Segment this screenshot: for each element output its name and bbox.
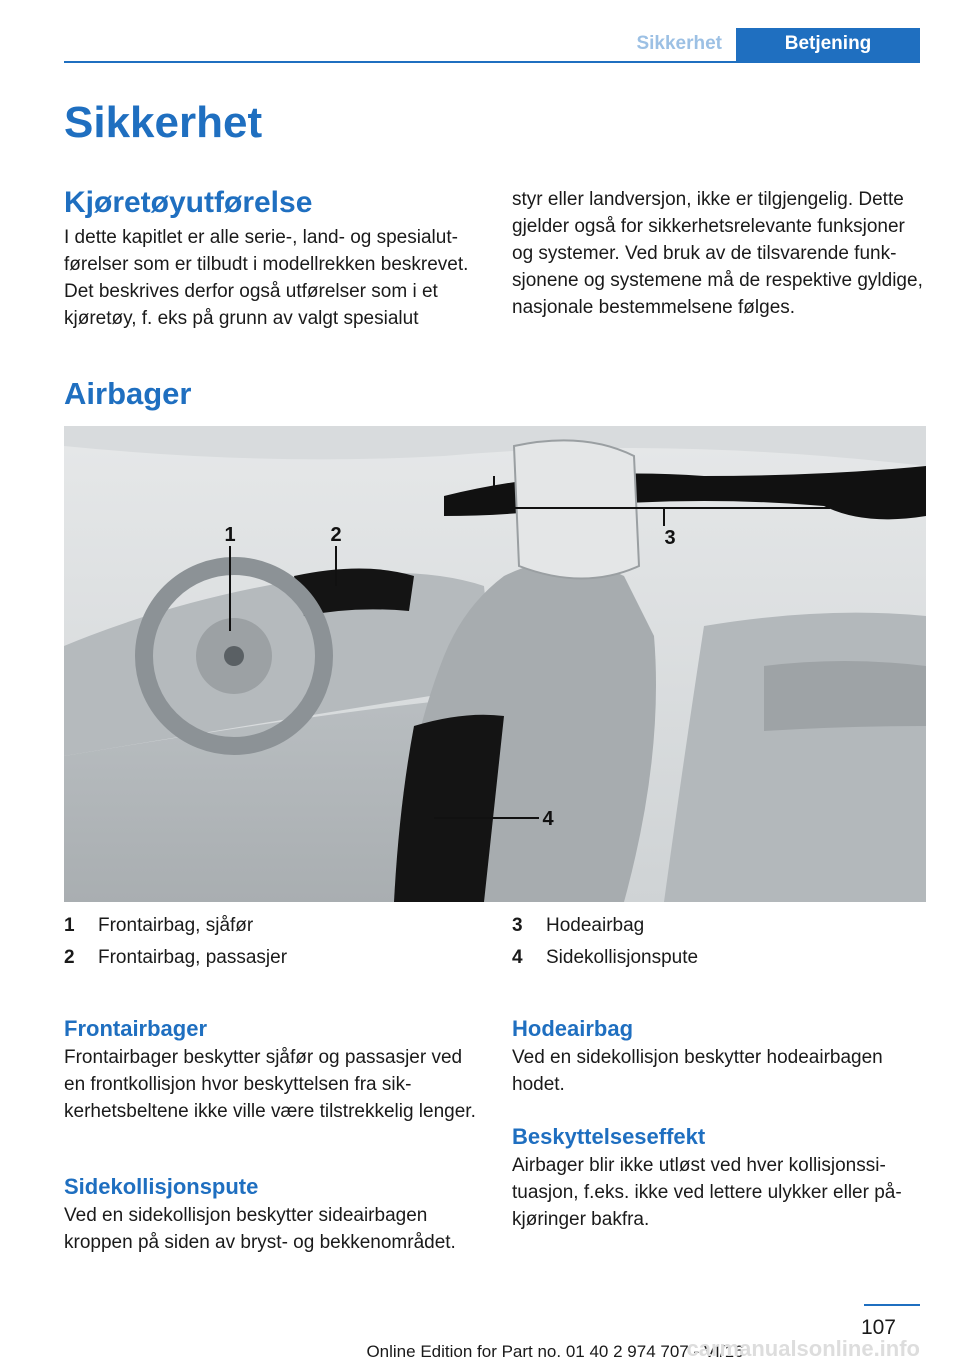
- callout-2: 2: [330, 524, 342, 546]
- side-airbag-section: [64, 1174, 478, 1256]
- front-airbags-section: [64, 1016, 478, 1125]
- front-airbags-heading: Frontairbager: [64, 1016, 208, 1041]
- vehicle-design-text-right: styr eller landversjon, ikke er tilgjengelig. Dette gjelder også for sikkerhetsrelevante funksjoner og systemer. Ved bruk av de tilsvarende funksjonene og systemene må de respektive gyldige, nasjonale bestemmelsene følges.: [512, 189, 923, 318]
- side-airbag-text: Ved en sidekollisjon beskytter sideairbagen kroppen på siden av bryst- og bekkenområdet.: [64, 1205, 456, 1253]
- vehicle-design-text-left: I dette kapitlet er alle serie-, land- og spesialutførelser som er tilbudt i modellrekken beskrevet. Det beskrives derfor også utførelser som i et kjøretøy, f. eks på grunn av valgt spesialut: [64, 227, 469, 329]
- airbags-heading: Airbager: [64, 376, 192, 411]
- page-header: [0, 28, 960, 62]
- legend-number: 1: [64, 915, 75, 936]
- legend-number: 3: [512, 915, 523, 936]
- page-number: 107: [860, 1316, 896, 1339]
- protective-effect-section: [512, 1124, 926, 1233]
- legend-label: Sidekollisjonspute: [546, 947, 699, 968]
- legend-item-4: [512, 946, 912, 970]
- callout-1: 1: [224, 524, 236, 546]
- car-interior-drawing: [64, 426, 926, 902]
- legend-label: Frontairbag, sjåfør: [98, 915, 254, 936]
- header-divider: [64, 61, 920, 63]
- page-title: Sikkerhet: [64, 98, 263, 147]
- legend-number: 2: [64, 947, 75, 968]
- vehicle-design-left: [64, 186, 478, 332]
- callout-3: 3: [664, 527, 676, 549]
- head-airbag-section: [512, 1016, 926, 1098]
- legend-item-1: [64, 914, 464, 938]
- header-tab-operation[interactable]: Betjening: [736, 28, 920, 62]
- legend-item-3: [512, 914, 912, 938]
- legend-label: Hodeairbag: [546, 915, 645, 936]
- legend-item-2: [64, 946, 464, 970]
- legend-label: Frontairbag, passasjer: [98, 947, 288, 968]
- footer-edition: Online Edition for Part no. 01 40 2 974 707 - VI/16: [366, 1342, 744, 1361]
- vehicle-design-right: [512, 186, 926, 321]
- footer-divider: [864, 1304, 920, 1306]
- head-airbag-heading: Hodeairbag: [512, 1016, 634, 1041]
- header-tab-safety[interactable]: Sikkerhet: [636, 33, 722, 54]
- protective-effect-heading: Beskyttelseseffekt: [512, 1124, 706, 1149]
- legend-number: 4: [512, 947, 523, 968]
- airbag-illustration: [64, 426, 926, 902]
- head-airbag-text: Ved en sidekollisjon beskytter hodeairbagen hodet.: [512, 1047, 883, 1095]
- front-airbags-text: Frontairbager beskytter sjåfør og passasjer ved en frontkollisjon hvor beskyttelsen fra sikkerhetsbeltene ikke ville være tilstrekkelig lenger.: [64, 1047, 476, 1122]
- callout-4: 4: [542, 808, 554, 830]
- watermark: carmanualsonline.info: [686, 1336, 920, 1361]
- side-airbag-heading: Sidekollisjonspute: [64, 1174, 259, 1199]
- protective-effect-text: Airbager blir ikke utløst ved hver kollisjonssituasjon, f.eks. ikke ved lettere ulykker eller påkjøringer bakfra.: [512, 1155, 902, 1230]
- vehicle-design-heading: Kjøretøyutførelse: [64, 186, 313, 219]
